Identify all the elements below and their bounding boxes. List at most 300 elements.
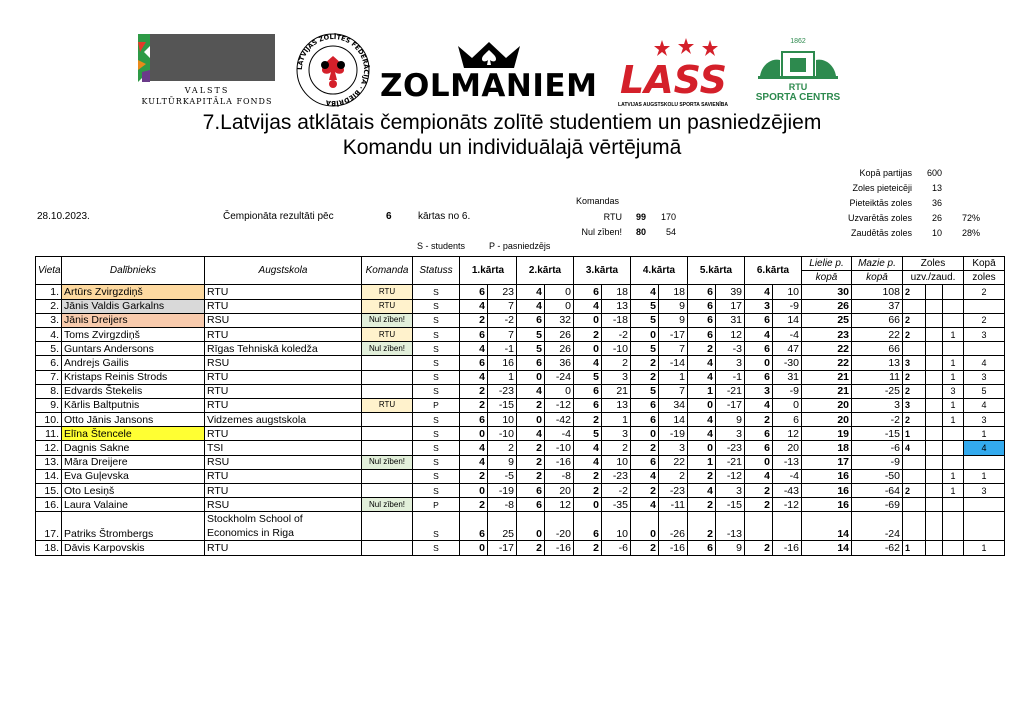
- round-small-points-cell: 9: [659, 313, 688, 327]
- round-big-points-cell: 2: [460, 384, 488, 398]
- round-small-points-cell: 18: [659, 285, 688, 299]
- round-small-points-cell: -19: [488, 484, 517, 498]
- small-points-total-cell: -2: [852, 413, 903, 427]
- round-big-points-cell: 6: [574, 398, 602, 412]
- zoles-total-cell: 3: [964, 413, 1005, 427]
- round-big-points-cell: 2: [460, 398, 488, 412]
- round-small-points-cell: 9: [488, 455, 517, 469]
- round-big-points-cell: 0: [688, 398, 716, 412]
- round-big-points-cell: 2: [574, 327, 602, 341]
- zoles-won-cell: [903, 512, 926, 541]
- zoles-gap-cell: [926, 441, 943, 455]
- round-small-points-cell: 10: [773, 285, 802, 299]
- round-big-points-cell: 1: [688, 384, 716, 398]
- big-points-total-cell: 14: [802, 512, 852, 541]
- round-big-points-cell: 6: [574, 285, 602, 299]
- player-name-cell: Patriks Štrombergs: [62, 512, 205, 541]
- school-cell: TSI: [205, 441, 362, 455]
- zoles-gap-cell: [926, 469, 943, 483]
- round-small-points-cell: 3: [716, 356, 745, 370]
- round-small-points-cell: 2: [488, 441, 517, 455]
- round-small-points-cell: 16: [488, 356, 517, 370]
- round-big-points-cell: 4: [517, 384, 545, 398]
- team-cell: RTU: [362, 398, 413, 412]
- small-points-total-cell: -6: [852, 441, 903, 455]
- school-cell: RTU: [205, 285, 362, 299]
- round-small-points-cell: 25: [488, 512, 517, 541]
- place-cell: 2.: [36, 299, 62, 313]
- round-big-points-cell: 0: [745, 356, 773, 370]
- small-points-total-cell: 13: [852, 356, 903, 370]
- big-points-total-cell: 20: [802, 398, 852, 412]
- header-round-3: 3.kārta: [574, 257, 631, 285]
- header-place: Vieta: [36, 257, 62, 285]
- stat-percent: 72%: [961, 213, 980, 223]
- round-big-points-cell: 2: [517, 541, 545, 555]
- round-small-points-cell: -15: [716, 498, 745, 512]
- round-small-points-cell: 0: [545, 299, 574, 313]
- school-cell: RSU: [205, 455, 362, 469]
- player-name-cell: Guntars Andersons: [62, 342, 205, 356]
- zoles-lost-cell: 1: [943, 370, 964, 384]
- zoles-lost-cell: 3: [943, 384, 964, 398]
- round-small-points-cell: 7: [659, 384, 688, 398]
- date: 28.10.2023.: [37, 211, 90, 222]
- zoles-won-cell: [903, 469, 926, 483]
- round-small-points-cell: -1: [716, 370, 745, 384]
- zoles-total-cell: [964, 299, 1005, 313]
- zoles-gap-cell: [926, 384, 943, 398]
- team-2-points: 80: [635, 227, 646, 237]
- lass-text: LASS: [620, 58, 728, 102]
- round-small-points-cell: -10: [545, 441, 574, 455]
- player-name-cell: Dāvis Karpovskis: [62, 541, 205, 555]
- stat-label: Kopā partijas: [859, 168, 912, 178]
- zolmaniem-logo: [380, 40, 598, 104]
- header-big-points-sub: kopā: [802, 271, 852, 285]
- round-big-points-cell: 2: [745, 484, 773, 498]
- round-small-points-cell: 9: [716, 541, 745, 555]
- round-big-points-cell: 6: [460, 356, 488, 370]
- round-small-points-cell: -26: [659, 512, 688, 541]
- team-2-score: 54: [665, 227, 676, 237]
- round-small-points-cell: 39: [716, 285, 745, 299]
- team-cell: Nul zīben!: [362, 498, 413, 512]
- place-cell: 13.: [36, 455, 62, 469]
- round-big-points-cell: 4: [688, 413, 716, 427]
- round-big-points-cell: 4: [574, 455, 602, 469]
- round-small-points-cell: 0: [545, 384, 574, 398]
- zoles-lost-cell: [943, 441, 964, 455]
- place-cell: 18.: [36, 541, 62, 555]
- school-cell: RTU: [205, 299, 362, 313]
- round-small-points-cell: -8: [545, 469, 574, 483]
- header-zoles: Zoles: [903, 257, 964, 271]
- round-big-points-cell: 0: [460, 541, 488, 555]
- zoles-lost-cell: 1: [943, 398, 964, 412]
- stat-label: Uzvarētās zoles: [847, 213, 912, 223]
- school-cell: RTU: [205, 484, 362, 498]
- zoles-won-cell: [903, 299, 926, 313]
- round-small-points-cell: 2: [602, 441, 631, 455]
- round-big-points-cell: 4: [517, 427, 545, 441]
- round-big-points-cell: 2: [631, 484, 659, 498]
- zoles-won-cell: 2: [903, 370, 926, 384]
- team-cell: [362, 469, 413, 483]
- place-cell: 11.: [36, 427, 62, 441]
- status-cell: S: [413, 342, 460, 356]
- player-name-cell: Andrejs Gailis: [62, 356, 205, 370]
- round-big-points-cell: 2: [517, 398, 545, 412]
- round-big-points-cell: 6: [631, 398, 659, 412]
- round-big-points-cell: 3: [745, 384, 773, 398]
- team-cell: RTU: [362, 327, 413, 341]
- round-small-points-cell: -15: [488, 398, 517, 412]
- vkkf-line1: VALSTS: [184, 86, 230, 95]
- round-big-points-cell: 0: [517, 413, 545, 427]
- big-points-total-cell: 22: [802, 342, 852, 356]
- place-cell: 4.: [36, 327, 62, 341]
- header-zoles-sub: uzv./zaud.: [903, 271, 964, 285]
- player-name-cell: Oto Lesiņš: [62, 484, 205, 498]
- zoles-total-cell: [964, 342, 1005, 356]
- round-big-points-cell: 2: [631, 370, 659, 384]
- round-big-points-cell: 0: [574, 313, 602, 327]
- zoles-total-cell: 3: [964, 327, 1005, 341]
- school-cell: RTU: [205, 427, 362, 441]
- team-cell: [362, 484, 413, 498]
- round-big-points-cell: 2: [517, 469, 545, 483]
- zoles-won-cell: [903, 455, 926, 469]
- round-big-points-cell: 4: [460, 441, 488, 455]
- zoles-won-cell: 1: [903, 541, 926, 555]
- header-small-points: Mazie p.: [852, 257, 903, 271]
- table-row: [36, 541, 1005, 555]
- round-big-points-cell: 2: [460, 469, 488, 483]
- lzf-seal-icon: [292, 32, 374, 108]
- round-big-points-cell: 6: [688, 285, 716, 299]
- team-cell: Nul zīben!: [362, 455, 413, 469]
- results-after-label: Čempionāta rezultāti pēc: [223, 211, 334, 222]
- round-small-points-cell: 1: [488, 370, 517, 384]
- status-cell: S: [413, 455, 460, 469]
- page-title: 7.Latvijas atklātais čempionāts zolītē studentiem un pasniedzējiem: [202, 111, 822, 134]
- player-name-cell: Artūrs Zvirgzdiņš: [62, 285, 205, 299]
- place-cell: 16.: [36, 498, 62, 512]
- round-small-points-cell: -4: [773, 327, 802, 341]
- table-row: [36, 356, 1005, 370]
- player-name-cell: Toms Zvirgzdiņš: [62, 327, 205, 341]
- zoles-gap-cell: [926, 398, 943, 412]
- round-big-points-cell: 4: [574, 299, 602, 313]
- round-big-points-cell: 5: [631, 342, 659, 356]
- round-big-points-cell: 0: [631, 427, 659, 441]
- small-points-total-cell: 37: [852, 299, 903, 313]
- round-big-points-cell: 6: [574, 384, 602, 398]
- zoles-total-cell: 4: [964, 356, 1005, 370]
- round-small-points-cell: 26: [545, 342, 574, 356]
- vkkf-block: [150, 34, 275, 81]
- round-small-points-cell: 12: [773, 427, 802, 441]
- round-small-points-cell: -14: [659, 356, 688, 370]
- zoles-won-cell: 3: [903, 356, 926, 370]
- round-big-points-cell: 2: [688, 469, 716, 483]
- school-cell: RSU: [205, 356, 362, 370]
- zoles-gap-cell: [926, 541, 943, 555]
- round-big-points-cell: 2: [574, 541, 602, 555]
- header-school: Augstskola: [205, 257, 362, 285]
- round-big-points-cell: 5: [517, 327, 545, 341]
- page-subtitle: Komandu un individuālajā vērtējumā: [342, 136, 682, 159]
- header-team: Komanda: [362, 257, 413, 285]
- round-small-points-cell: 17: [716, 299, 745, 313]
- round-small-points-cell: -16: [545, 541, 574, 555]
- zoles-gap-cell: [926, 455, 943, 469]
- rtu-sports-logo: [752, 36, 844, 108]
- round-small-points-cell: -12: [773, 498, 802, 512]
- table-row: [36, 427, 1005, 441]
- status-cell: S: [413, 327, 460, 341]
- zoles-gap-cell: [926, 484, 943, 498]
- round-big-points-cell: 6: [745, 313, 773, 327]
- round-small-points-cell: 14: [659, 413, 688, 427]
- zoles-lost-cell: 1: [943, 484, 964, 498]
- status-cell: S: [413, 512, 460, 541]
- zoles-lost-cell: [943, 342, 964, 356]
- stat-label: Pieteiktās zoles: [849, 198, 912, 208]
- school-line-2: Economics in Riga: [207, 527, 294, 540]
- status-cell: S: [413, 299, 460, 313]
- round-small-points-cell: 3: [602, 370, 631, 384]
- zoles-won-cell: 2: [903, 384, 926, 398]
- round-big-points-cell: 2: [631, 541, 659, 555]
- legend-student: S - students: [417, 241, 466, 251]
- round-small-points-cell: 10: [602, 512, 631, 541]
- vkkf-line2: KULTŪRKAPITĀLA FONDS: [141, 97, 273, 106]
- round-big-points-cell: 0: [688, 441, 716, 455]
- legend-teacher: P - pasniedzējs: [489, 241, 551, 251]
- team-cell: [362, 512, 413, 541]
- round-big-points-cell: 2: [517, 455, 545, 469]
- school-cell: RTU: [205, 384, 362, 398]
- table-row: [36, 413, 1005, 427]
- round-small-points-cell: -1: [488, 342, 517, 356]
- big-points-total-cell: 14: [802, 541, 852, 555]
- zoles-gap-cell: [926, 285, 943, 299]
- round-small-points-cell: 32: [545, 313, 574, 327]
- round-big-points-cell: 0: [574, 342, 602, 356]
- round-small-points-cell: 31: [716, 313, 745, 327]
- vkkf-logo: [138, 34, 276, 106]
- team-cell: [362, 356, 413, 370]
- place-cell: 17.: [36, 512, 62, 541]
- place-cell: 9.: [36, 398, 62, 412]
- school-cell: Rīgas Tehniskā koledža: [205, 342, 362, 356]
- results-table: [35, 256, 1005, 556]
- round-big-points-cell: 4: [745, 327, 773, 341]
- stat-label: Zaudētās zoles: [850, 228, 912, 238]
- round-big-points-cell: 5: [631, 313, 659, 327]
- zoles-won-cell: 2: [903, 313, 926, 327]
- table-row: [36, 299, 1005, 313]
- round-small-points-cell: 12: [545, 498, 574, 512]
- round-small-points-cell: 23: [488, 285, 517, 299]
- round-big-points-cell: 6: [631, 413, 659, 427]
- status-cell: S: [413, 370, 460, 384]
- big-points-total-cell: 16: [802, 484, 852, 498]
- round-big-points-cell: 6: [517, 484, 545, 498]
- place-cell: 12.: [36, 441, 62, 455]
- round-small-points-cell: -2: [602, 327, 631, 341]
- player-name-cell: Kārlis Baltputnis: [62, 398, 205, 412]
- team-cell: [362, 441, 413, 455]
- round-small-points-cell: 3: [602, 427, 631, 441]
- round-small-points-cell: 0: [545, 285, 574, 299]
- zoles-gap-cell: [926, 313, 943, 327]
- big-points-total-cell: 16: [802, 498, 852, 512]
- round-big-points-cell: 2: [574, 484, 602, 498]
- big-points-total-cell: 30: [802, 285, 852, 299]
- status-cell: S: [413, 484, 460, 498]
- lzf-logo: [292, 32, 374, 108]
- teams-label: Komandas: [576, 196, 620, 206]
- round-small-points-cell: -17: [659, 327, 688, 341]
- status-cell: P: [413, 498, 460, 512]
- round-small-points-cell: -2: [602, 484, 631, 498]
- place-cell: 3.: [36, 313, 62, 327]
- round-small-points-cell: -10: [488, 427, 517, 441]
- team-1-points: 99: [635, 212, 646, 222]
- zoles-gap-cell: [926, 356, 943, 370]
- small-points-total-cell: -25: [852, 384, 903, 398]
- table-row: [36, 469, 1005, 483]
- round-small-points-cell: -17: [716, 398, 745, 412]
- team-cell: RTU: [362, 299, 413, 313]
- place-cell: 6.: [36, 356, 62, 370]
- big-points-total-cell: 19: [802, 427, 852, 441]
- zoles-total-cell: 5: [964, 384, 1005, 398]
- round-big-points-cell: 6: [574, 512, 602, 541]
- team-cell: Nul zīben!: [362, 342, 413, 356]
- round-big-points-cell: 2: [688, 342, 716, 356]
- round-small-points-cell: -4: [773, 469, 802, 483]
- round-small-points-cell: 7: [488, 327, 517, 341]
- round-big-points-cell: 1: [688, 455, 716, 469]
- round-big-points-cell: 6: [517, 498, 545, 512]
- round-big-points-cell: 4: [574, 441, 602, 455]
- round-small-points-cell: 12: [716, 327, 745, 341]
- player-name-cell: Eva Guļevska: [62, 469, 205, 483]
- zoles-gap-cell: [926, 512, 943, 541]
- round-small-points-cell: 10: [488, 413, 517, 427]
- zoles-gap-cell: [926, 299, 943, 313]
- big-points-total-cell: 18: [802, 441, 852, 455]
- round-small-points-cell: -30: [773, 356, 802, 370]
- table-row: [36, 455, 1005, 469]
- round-small-points-cell: -11: [659, 498, 688, 512]
- round-small-points-cell: -35: [602, 498, 631, 512]
- school-cell: Vidzemes augstskola: [205, 413, 362, 427]
- round-big-points-cell: [745, 512, 773, 541]
- big-points-total-cell: 21: [802, 384, 852, 398]
- school-cell: RSU: [205, 313, 362, 327]
- place-cell: 7.: [36, 370, 62, 384]
- round-big-points-cell: 0: [517, 370, 545, 384]
- round-small-points-cell: 14: [773, 313, 802, 327]
- header-round-1: 1.kārta: [460, 257, 517, 285]
- zoles-total-cell: 1: [964, 469, 1005, 483]
- round-big-points-cell: 4: [745, 398, 773, 412]
- zoles-lost-cell: 1: [943, 413, 964, 427]
- round-big-points-cell: 5: [631, 299, 659, 313]
- round-big-points-cell: 6: [745, 342, 773, 356]
- big-points-total-cell: 25: [802, 313, 852, 327]
- round-big-points-cell: 6: [688, 327, 716, 341]
- big-points-total-cell: 22: [802, 356, 852, 370]
- small-points-total-cell: 11: [852, 370, 903, 384]
- round-big-points-cell: 4: [745, 285, 773, 299]
- zoles-total-cell: [964, 455, 1005, 469]
- school-cell: RSU: [205, 498, 362, 512]
- round-small-points-cell: 9: [716, 413, 745, 427]
- zoles-won-cell: [903, 342, 926, 356]
- round-small-points-cell: -43: [773, 484, 802, 498]
- round-small-points-cell: 7: [659, 342, 688, 356]
- stat-value: 10: [931, 228, 942, 238]
- zoles-won-cell: 4: [903, 441, 926, 455]
- round-small-points-cell: -9: [773, 384, 802, 398]
- team-cell: RTU: [362, 285, 413, 299]
- round-small-points-cell: 3: [716, 484, 745, 498]
- round-big-points-cell: 4: [460, 370, 488, 384]
- round-big-points-cell: 0: [460, 427, 488, 441]
- round-small-points-cell: 3: [716, 427, 745, 441]
- round-small-points-cell: 13: [602, 299, 631, 313]
- place-cell: 14.: [36, 469, 62, 483]
- zoles-gap-cell: [926, 370, 943, 384]
- round-small-points-cell: -24: [545, 370, 574, 384]
- lass-logo: [610, 36, 736, 106]
- zoles-lost-cell: [943, 541, 964, 555]
- round-small-points-cell: -10: [602, 342, 631, 356]
- place-cell: 5.: [36, 342, 62, 356]
- place-cell: 1.: [36, 285, 62, 299]
- team-1-name: RTU: [603, 212, 622, 222]
- round-big-points-cell: 4: [688, 370, 716, 384]
- zoles-total-cell: 2: [964, 313, 1005, 327]
- round-small-points-cell: 47: [773, 342, 802, 356]
- team-cell: [362, 384, 413, 398]
- zoles-total-cell: 4: [964, 398, 1005, 412]
- round-big-points-cell: 6: [688, 541, 716, 555]
- round-big-points-cell: 4: [517, 285, 545, 299]
- round-small-points-cell: -18: [602, 313, 631, 327]
- place-cell: 8.: [36, 384, 62, 398]
- round-small-points-cell: -16: [545, 455, 574, 469]
- round-big-points-cell: 5: [631, 384, 659, 398]
- lass-subtitle: LATVIJAS AUGSTSKOLU SPORTA SAVIENĪBA: [618, 102, 728, 108]
- team-cell: [362, 541, 413, 555]
- rounds-done: 6: [386, 211, 392, 222]
- round-small-points-cell: -20: [545, 512, 574, 541]
- round-big-points-cell: 6: [517, 313, 545, 327]
- big-points-total-cell: 17: [802, 455, 852, 469]
- round-small-points-cell: -12: [545, 398, 574, 412]
- big-points-total-cell: 16: [802, 469, 852, 483]
- round-big-points-cell: 6: [631, 455, 659, 469]
- round-small-points-cell: 1: [602, 413, 631, 427]
- zoles-lost-cell: [943, 285, 964, 299]
